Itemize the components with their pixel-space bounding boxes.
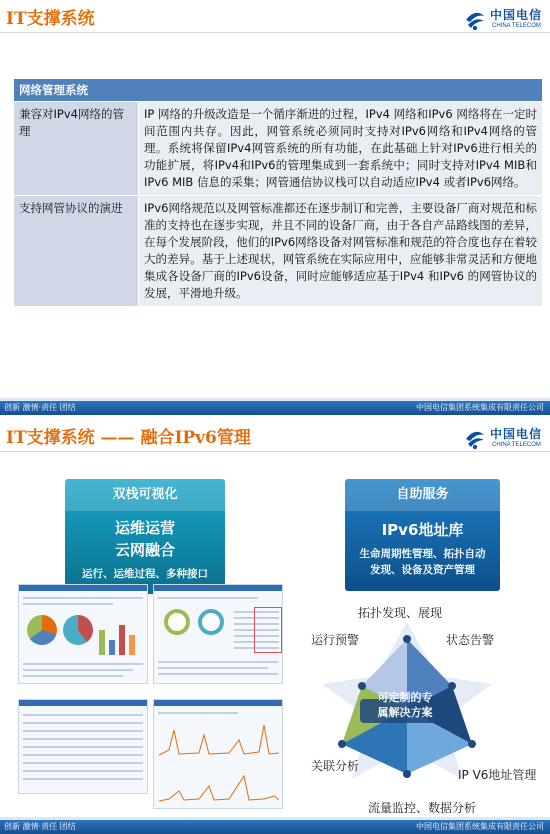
label-topology: 拓扑发现、展现 — [358, 606, 443, 620]
gauge — [198, 609, 224, 635]
telecom-swirl-icon — [462, 6, 488, 32]
box-subtext: 运行、运维过程、多种接口 — [82, 568, 208, 580]
row-text: IPv6网络规范以及网管标准都还在逐步制订和完善，主要设备厂商对规范和标准的支持也在逐步实现，并且不同的设备厂商，由于各自产品路线图的差异，在每个发展阶段，他们的IPv6网络设备对网管标准和规范的符合度也存在着较大的差异。基于上述现状，网管系统在实际应用中，应能够非常灵活和方便地集成各设备厂商的IPv6设备，同时应能够适应基于IPv4 和IPv6 的网管协议的发展，平滑地升级。 — [139, 196, 543, 307]
network-management-table — [13, 78, 543, 307]
footer-company: 中国电信集团系统集成有限责任公司 — [416, 403, 544, 412]
footer-bar — [0, 820, 550, 834]
pie-chart — [63, 615, 93, 645]
box-line: 云网融合 — [114, 541, 175, 559]
logo-text-cn: 中国电信 — [490, 427, 543, 441]
slide-title: IT支撑系统 —— 融合IPv6管理 — [6, 428, 251, 448]
slide-title: IT支撑系统 — [6, 9, 95, 29]
footer-slogan: 创新 激情·责任 团结 — [4, 403, 76, 412]
star-center-line: 可定制的专 — [377, 691, 433, 704]
box-heading: 自助服务 — [345, 479, 500, 511]
telecom-swirl-icon — [462, 425, 488, 451]
logo-text-en: CHINA TELECOM — [492, 442, 541, 448]
pie-chart — [27, 615, 57, 645]
dual-stack-box — [65, 479, 225, 594]
logo-text-en: CHINA TELECOM — [492, 23, 541, 29]
box-line: 运维运营 — [114, 519, 175, 537]
gauge — [164, 609, 190, 635]
slide-2 — [0, 419, 550, 834]
footer-company: 中国电信集团系统集成有限责任公司 — [416, 822, 544, 831]
title-divider — [0, 32, 550, 33]
dashboard-screenshot — [18, 584, 148, 684]
box-subtext: 发现、设备及资产管理 — [370, 564, 475, 576]
traffic-graph — [159, 766, 279, 806]
self-service-box — [345, 479, 500, 591]
traffic-graph — [159, 720, 279, 760]
star-center-line: 属解决方案 — [377, 706, 433, 719]
box-heading: 双栈可视化 — [65, 479, 225, 511]
table-header: 网络管理系统 — [14, 79, 543, 102]
footer-slogan: 创新 激情·责任 团结 — [4, 822, 76, 831]
label-correlation: 关联分析 — [311, 759, 360, 773]
slide-1 — [0, 0, 550, 415]
table-row — [14, 196, 543, 307]
label-warning: 运行预警 — [311, 633, 360, 647]
label-ipv6-address: IP V6地址管理 — [458, 768, 537, 782]
box-line: IPv6地址库 — [381, 521, 464, 539]
box-subtext: 生命周期性管理、拓扑自动 — [359, 548, 486, 560]
star-center-text — [360, 690, 450, 720]
label-alarm: 状态告警 — [446, 633, 495, 647]
logo-text-cn: 中国电信 — [490, 8, 543, 22]
table-row — [14, 102, 543, 196]
row-text: IP 网络的升级改造是一个循序渐进的过程，IPv4 网络和IPv6 网络将在一定时间范围内共存。因此，网管系统必须同时支持对IPv6网络和IPv4网络的管理。系统将保留IPv4网管系统的所有功能，在此基础上针对IPv6进行相关的功能扩展，将IPv4和IPv6的管理集成到一套系统中；同时支持对IPv4 MIB和IPv6 MIB 信息的采集；网管通信协议栈可以自动适应IPv4 或者IPv6网络。 — [139, 102, 543, 196]
footer-bar — [0, 401, 550, 415]
monitor-screenshot — [153, 584, 283, 684]
title-divider — [0, 451, 550, 452]
label-traffic: 流量监控、数据分析 — [368, 801, 477, 815]
list-screenshot — [18, 699, 148, 794]
row-label: 兼容对IPv4网络的管理 — [14, 102, 139, 196]
row-label: 支持网管协议的演进 — [14, 196, 139, 307]
traffic-screenshot — [153, 699, 283, 809]
